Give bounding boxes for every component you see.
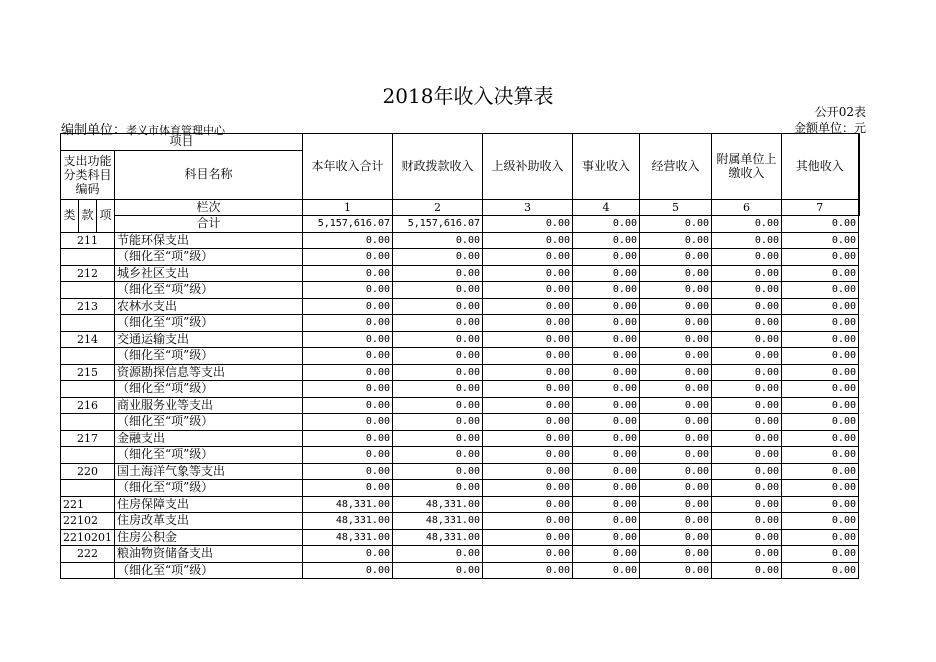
row-value: 0.00: [303, 315, 393, 332]
row-value: 0.00: [712, 364, 782, 381]
row-value: 0.00: [573, 430, 640, 447]
table-row: [61, 430, 859, 447]
row-code: [61, 414, 115, 431]
header-col-2: 财政拨款收入: [393, 134, 483, 200]
row-subject-name: 节能环保支出: [115, 232, 303, 249]
total-cell: 0.00: [640, 216, 712, 233]
row-value: 0.00: [483, 381, 573, 398]
row-value: 0.00: [573, 447, 640, 464]
col-number: 6: [712, 199, 782, 216]
row-code: 212: [61, 265, 115, 282]
row-value: 0.00: [573, 463, 640, 480]
org-label: 编制单位：: [61, 123, 127, 138]
table-row: [61, 529, 859, 546]
row-value: 0.00: [483, 282, 573, 299]
form-number: 公开02表: [814, 105, 866, 119]
row-value: 0.00: [712, 447, 782, 464]
row-value: 0.00: [712, 348, 782, 365]
row-value: 0.00: [483, 249, 573, 266]
row-code: [61, 315, 115, 332]
row-value: 0.00: [782, 364, 859, 381]
row-code: 222: [61, 546, 115, 563]
row-value: 0.00: [303, 348, 393, 365]
row-value: 0.00: [483, 331, 573, 348]
row-value: 0.00: [483, 414, 573, 431]
row-value: 0.00: [393, 381, 483, 398]
row-code: [61, 562, 115, 579]
row-code: 213: [61, 298, 115, 315]
row-value: 48,331.00: [393, 529, 483, 546]
header-col-1: 本年收入合计: [303, 134, 393, 200]
row-value: 48,331.00: [303, 496, 393, 513]
row-value: 0.00: [712, 298, 782, 315]
row-value: 0.00: [712, 529, 782, 546]
header-col-5: 经营收入: [640, 134, 712, 200]
table-row: [61, 496, 859, 513]
row-code: [61, 447, 115, 464]
row-subject-name: 国土海洋气象等支出: [115, 463, 303, 480]
row-value: 0.00: [303, 331, 393, 348]
row-value: 0.00: [303, 249, 393, 266]
row-value: 0.00: [573, 496, 640, 513]
row-value: 0.00: [573, 265, 640, 282]
row-subject-name: （细化至“项”级）: [115, 480, 303, 497]
header-col-3: 上级补助收入: [483, 134, 573, 200]
total-cell: 0.00: [782, 216, 859, 233]
row-value: 0.00: [303, 298, 393, 315]
row-value: 0.00: [303, 282, 393, 299]
table-row: [61, 249, 859, 266]
row-value: 0.00: [483, 315, 573, 332]
row-value: 0.00: [712, 513, 782, 530]
header-col-6: 附属单位上缴收入: [712, 134, 782, 200]
row-value: 0.00: [712, 282, 782, 299]
row-value: 0.00: [393, 315, 483, 332]
row-value: 0.00: [483, 364, 573, 381]
total-cell: 5,157,616.07: [303, 216, 393, 233]
row-value: 0.00: [640, 282, 712, 299]
header-col-4: 事业收入: [573, 134, 640, 200]
row-value: 0.00: [712, 331, 782, 348]
row-value: 0.00: [393, 447, 483, 464]
row-subject-name: （细化至“项”级）: [115, 315, 303, 332]
row-value: 0.00: [712, 397, 782, 414]
row-value: 0.00: [712, 381, 782, 398]
row-value: 0.00: [393, 232, 483, 249]
row-subject-name: （细化至“项”级）: [115, 562, 303, 579]
header-subject-name: 科目名称: [115, 150, 303, 199]
row-value: 0.00: [712, 414, 782, 431]
row-value: 0.00: [640, 315, 712, 332]
row-value: 0.00: [712, 496, 782, 513]
row-value: 0.00: [393, 546, 483, 563]
row-value: 0.00: [573, 348, 640, 365]
row-value: 0.00: [483, 480, 573, 497]
row-value: 0.00: [393, 480, 483, 497]
row-value: 0.00: [782, 463, 859, 480]
row-value: 0.00: [782, 447, 859, 464]
row-code: 211: [61, 232, 115, 249]
header-func-code: 支出功能分类科目编码: [61, 150, 115, 199]
row-value: 0.00: [782, 282, 859, 299]
row-value: 0.00: [393, 414, 483, 431]
row-value: 0.00: [303, 546, 393, 563]
row-subject-name: 资源勘探信息等支出: [115, 364, 303, 381]
total-cell: 5,157,616.07: [393, 216, 483, 233]
row-value: 0.00: [483, 463, 573, 480]
row-subject-name: （细化至“项”级）: [115, 447, 303, 464]
income-table: [60, 133, 860, 579]
row-value: 0.00: [640, 348, 712, 365]
row-value: 0.00: [782, 265, 859, 282]
row-code: 217: [61, 430, 115, 447]
row-value: 0.00: [573, 480, 640, 497]
row-value: 0.00: [640, 414, 712, 431]
row-value: 0.00: [483, 496, 573, 513]
row-value: 0.00: [640, 430, 712, 447]
row-value: 0.00: [782, 546, 859, 563]
row-value: 0.00: [640, 463, 712, 480]
row-value: 0.00: [393, 249, 483, 266]
col-number: 2: [393, 199, 483, 216]
row-value: 0.00: [782, 496, 859, 513]
row-value: 0.00: [483, 232, 573, 249]
row-value: 0.00: [640, 546, 712, 563]
row-value: 0.00: [782, 249, 859, 266]
row-value: 48,331.00: [393, 496, 483, 513]
row-value: 0.00: [303, 265, 393, 282]
header-kuan: 款: [79, 199, 97, 232]
row-value: 0.00: [483, 397, 573, 414]
row-subject-name: （细化至“项”级）: [115, 348, 303, 365]
col-number: 3: [483, 199, 573, 216]
row-value: 0.00: [782, 480, 859, 497]
row-value: 0.00: [573, 381, 640, 398]
row-subject-name: （细化至“项”级）: [115, 414, 303, 431]
row-value: 0.00: [712, 265, 782, 282]
row-code: 215: [61, 364, 115, 381]
table-row: [61, 562, 859, 579]
row-value: 0.00: [393, 298, 483, 315]
row-value: 0.00: [573, 331, 640, 348]
row-value: 0.00: [393, 348, 483, 365]
row-value: 0.00: [782, 348, 859, 365]
row-code: 221: [61, 496, 115, 513]
table-row: [61, 546, 859, 563]
row-value: 0.00: [303, 447, 393, 464]
row-value: 0.00: [573, 529, 640, 546]
header-lei: 类: [61, 199, 79, 232]
row-code: 220: [61, 463, 115, 480]
row-value: 0.00: [640, 562, 712, 579]
row-code: 2210201: [61, 529, 115, 546]
table-row: [61, 381, 859, 398]
row-value: 48,331.00: [393, 513, 483, 530]
row-code: [61, 249, 115, 266]
row-value: 0.00: [640, 265, 712, 282]
row-subject-name: 城乡社区支出: [115, 265, 303, 282]
row-code: 22102: [61, 513, 115, 530]
col-number: 4: [573, 199, 640, 216]
row-value: 0.00: [712, 232, 782, 249]
table-row: [61, 447, 859, 464]
header-col-7: 其他收入: [782, 134, 859, 200]
row-value: 0.00: [393, 397, 483, 414]
header-xiang: 项: [97, 199, 115, 232]
row-value: 0.00: [393, 364, 483, 381]
table-row: [61, 463, 859, 480]
row-value: 0.00: [573, 513, 640, 530]
row-value: 0.00: [483, 513, 573, 530]
row-value: 0.00: [712, 480, 782, 497]
row-value: 0.00: [303, 232, 393, 249]
org-name: 孝义市体育管理中心: [126, 124, 226, 137]
row-value: 0.00: [393, 265, 483, 282]
row-value: 0.00: [782, 397, 859, 414]
row-subject-name: 交通运输支出: [115, 331, 303, 348]
row-value: 0.00: [712, 562, 782, 579]
row-value: 0.00: [573, 232, 640, 249]
row-code: 214: [61, 331, 115, 348]
row-value: 0.00: [483, 546, 573, 563]
row-value: 0.00: [782, 232, 859, 249]
row-code: 216: [61, 397, 115, 414]
row-value: 0.00: [712, 463, 782, 480]
row-subject-name: （细化至“项”级）: [115, 249, 303, 266]
row-code: [61, 480, 115, 497]
col-number: 1: [303, 199, 393, 216]
row-subject-name: 粮油物资储备支出: [115, 546, 303, 563]
total-label: 合计: [115, 216, 303, 233]
row-value: 0.00: [303, 381, 393, 398]
row-value: 0.00: [712, 315, 782, 332]
row-subject-name: 农林水支出: [115, 298, 303, 315]
row-value: 0.00: [640, 232, 712, 249]
row-value: 0.00: [640, 298, 712, 315]
row-subject-name: 住房保障支出: [115, 496, 303, 513]
row-value: 0.00: [712, 546, 782, 563]
row-value: 0.00: [640, 249, 712, 266]
table-row: [61, 414, 859, 431]
row-value: 0.00: [483, 348, 573, 365]
row-value: 0.00: [573, 397, 640, 414]
table-row: [61, 298, 859, 315]
row-subject-name: 金融支出: [115, 430, 303, 447]
header-project: 项目: [61, 134, 303, 151]
row-code: [61, 381, 115, 398]
row-value: 0.00: [640, 513, 712, 530]
row-value: 0.00: [393, 562, 483, 579]
row-subject-name: （细化至“项”级）: [115, 381, 303, 398]
row-value: 0.00: [303, 364, 393, 381]
row-value: 0.00: [640, 331, 712, 348]
row-value: 0.00: [573, 364, 640, 381]
row-value: 0.00: [640, 364, 712, 381]
row-value: 0.00: [640, 480, 712, 497]
row-value: 0.00: [573, 282, 640, 299]
row-value: 0.00: [712, 430, 782, 447]
row-value: 0.00: [303, 463, 393, 480]
row-value: 0.00: [782, 331, 859, 348]
row-value: 0.00: [483, 265, 573, 282]
row-value: 0.00: [573, 298, 640, 315]
row-value: 0.00: [640, 381, 712, 398]
row-value: 0.00: [782, 513, 859, 530]
row-value: 0.00: [640, 397, 712, 414]
row-value: 48,331.00: [303, 529, 393, 546]
row-value: 0.00: [573, 315, 640, 332]
row-value: 0.00: [393, 282, 483, 299]
row-code: [61, 282, 115, 299]
row-value: 0.00: [483, 430, 573, 447]
row-value: 0.00: [483, 447, 573, 464]
row-value: 0.00: [573, 414, 640, 431]
row-value: 0.00: [573, 546, 640, 563]
row-subject-name: 住房公积金: [115, 529, 303, 546]
table-row: [61, 282, 859, 299]
row-value: 0.00: [640, 496, 712, 513]
row-value: 0.00: [640, 447, 712, 464]
table-row: [61, 348, 859, 365]
row-value: 0.00: [573, 249, 640, 266]
row-value: 0.00: [303, 397, 393, 414]
total-cell: 0.00: [483, 216, 573, 233]
table-row: [61, 232, 859, 249]
row-value: 0.00: [782, 381, 859, 398]
table-row: [61, 364, 859, 381]
table-row: [61, 513, 859, 530]
row-value: 0.00: [393, 430, 483, 447]
row-value: 0.00: [782, 529, 859, 546]
row-value: 0.00: [483, 298, 573, 315]
row-value: 0.00: [393, 463, 483, 480]
row-value: 0.00: [712, 249, 782, 266]
row-value: 0.00: [483, 529, 573, 546]
table-row: [61, 480, 859, 497]
row-value: 0.00: [483, 562, 573, 579]
row-value: 0.00: [640, 529, 712, 546]
row-value: 0.00: [782, 430, 859, 447]
table-row: [61, 397, 859, 414]
row-value: 0.00: [303, 562, 393, 579]
row-value: 0.00: [573, 562, 640, 579]
total-cell: 0.00: [712, 216, 782, 233]
row-value: 0.00: [303, 430, 393, 447]
table-row: [61, 315, 859, 332]
header-lanci: 栏次: [115, 199, 303, 216]
page-title: 2018年收入决算表: [382, 84, 554, 108]
row-code: [61, 348, 115, 365]
money-unit: 金额单位：元: [793, 121, 866, 135]
row-value: 0.00: [393, 331, 483, 348]
row-value: 0.00: [782, 315, 859, 332]
table-row: [61, 265, 859, 282]
row-value: 0.00: [303, 480, 393, 497]
row-subject-name: 商业服务业等支出: [115, 397, 303, 414]
row-value: 48,331.00: [303, 513, 393, 530]
row-subject-name: （细化至“项”级）: [115, 282, 303, 299]
row-value: 0.00: [303, 414, 393, 431]
col-number: 7: [782, 199, 859, 216]
row-value: 0.00: [782, 414, 859, 431]
row-subject-name: 住房改革支出: [115, 513, 303, 530]
row-value: 0.00: [782, 562, 859, 579]
total-cell: 0.00: [573, 216, 640, 233]
col-number: 5: [640, 199, 712, 216]
row-value: 0.00: [782, 298, 859, 315]
table-row: [61, 331, 859, 348]
